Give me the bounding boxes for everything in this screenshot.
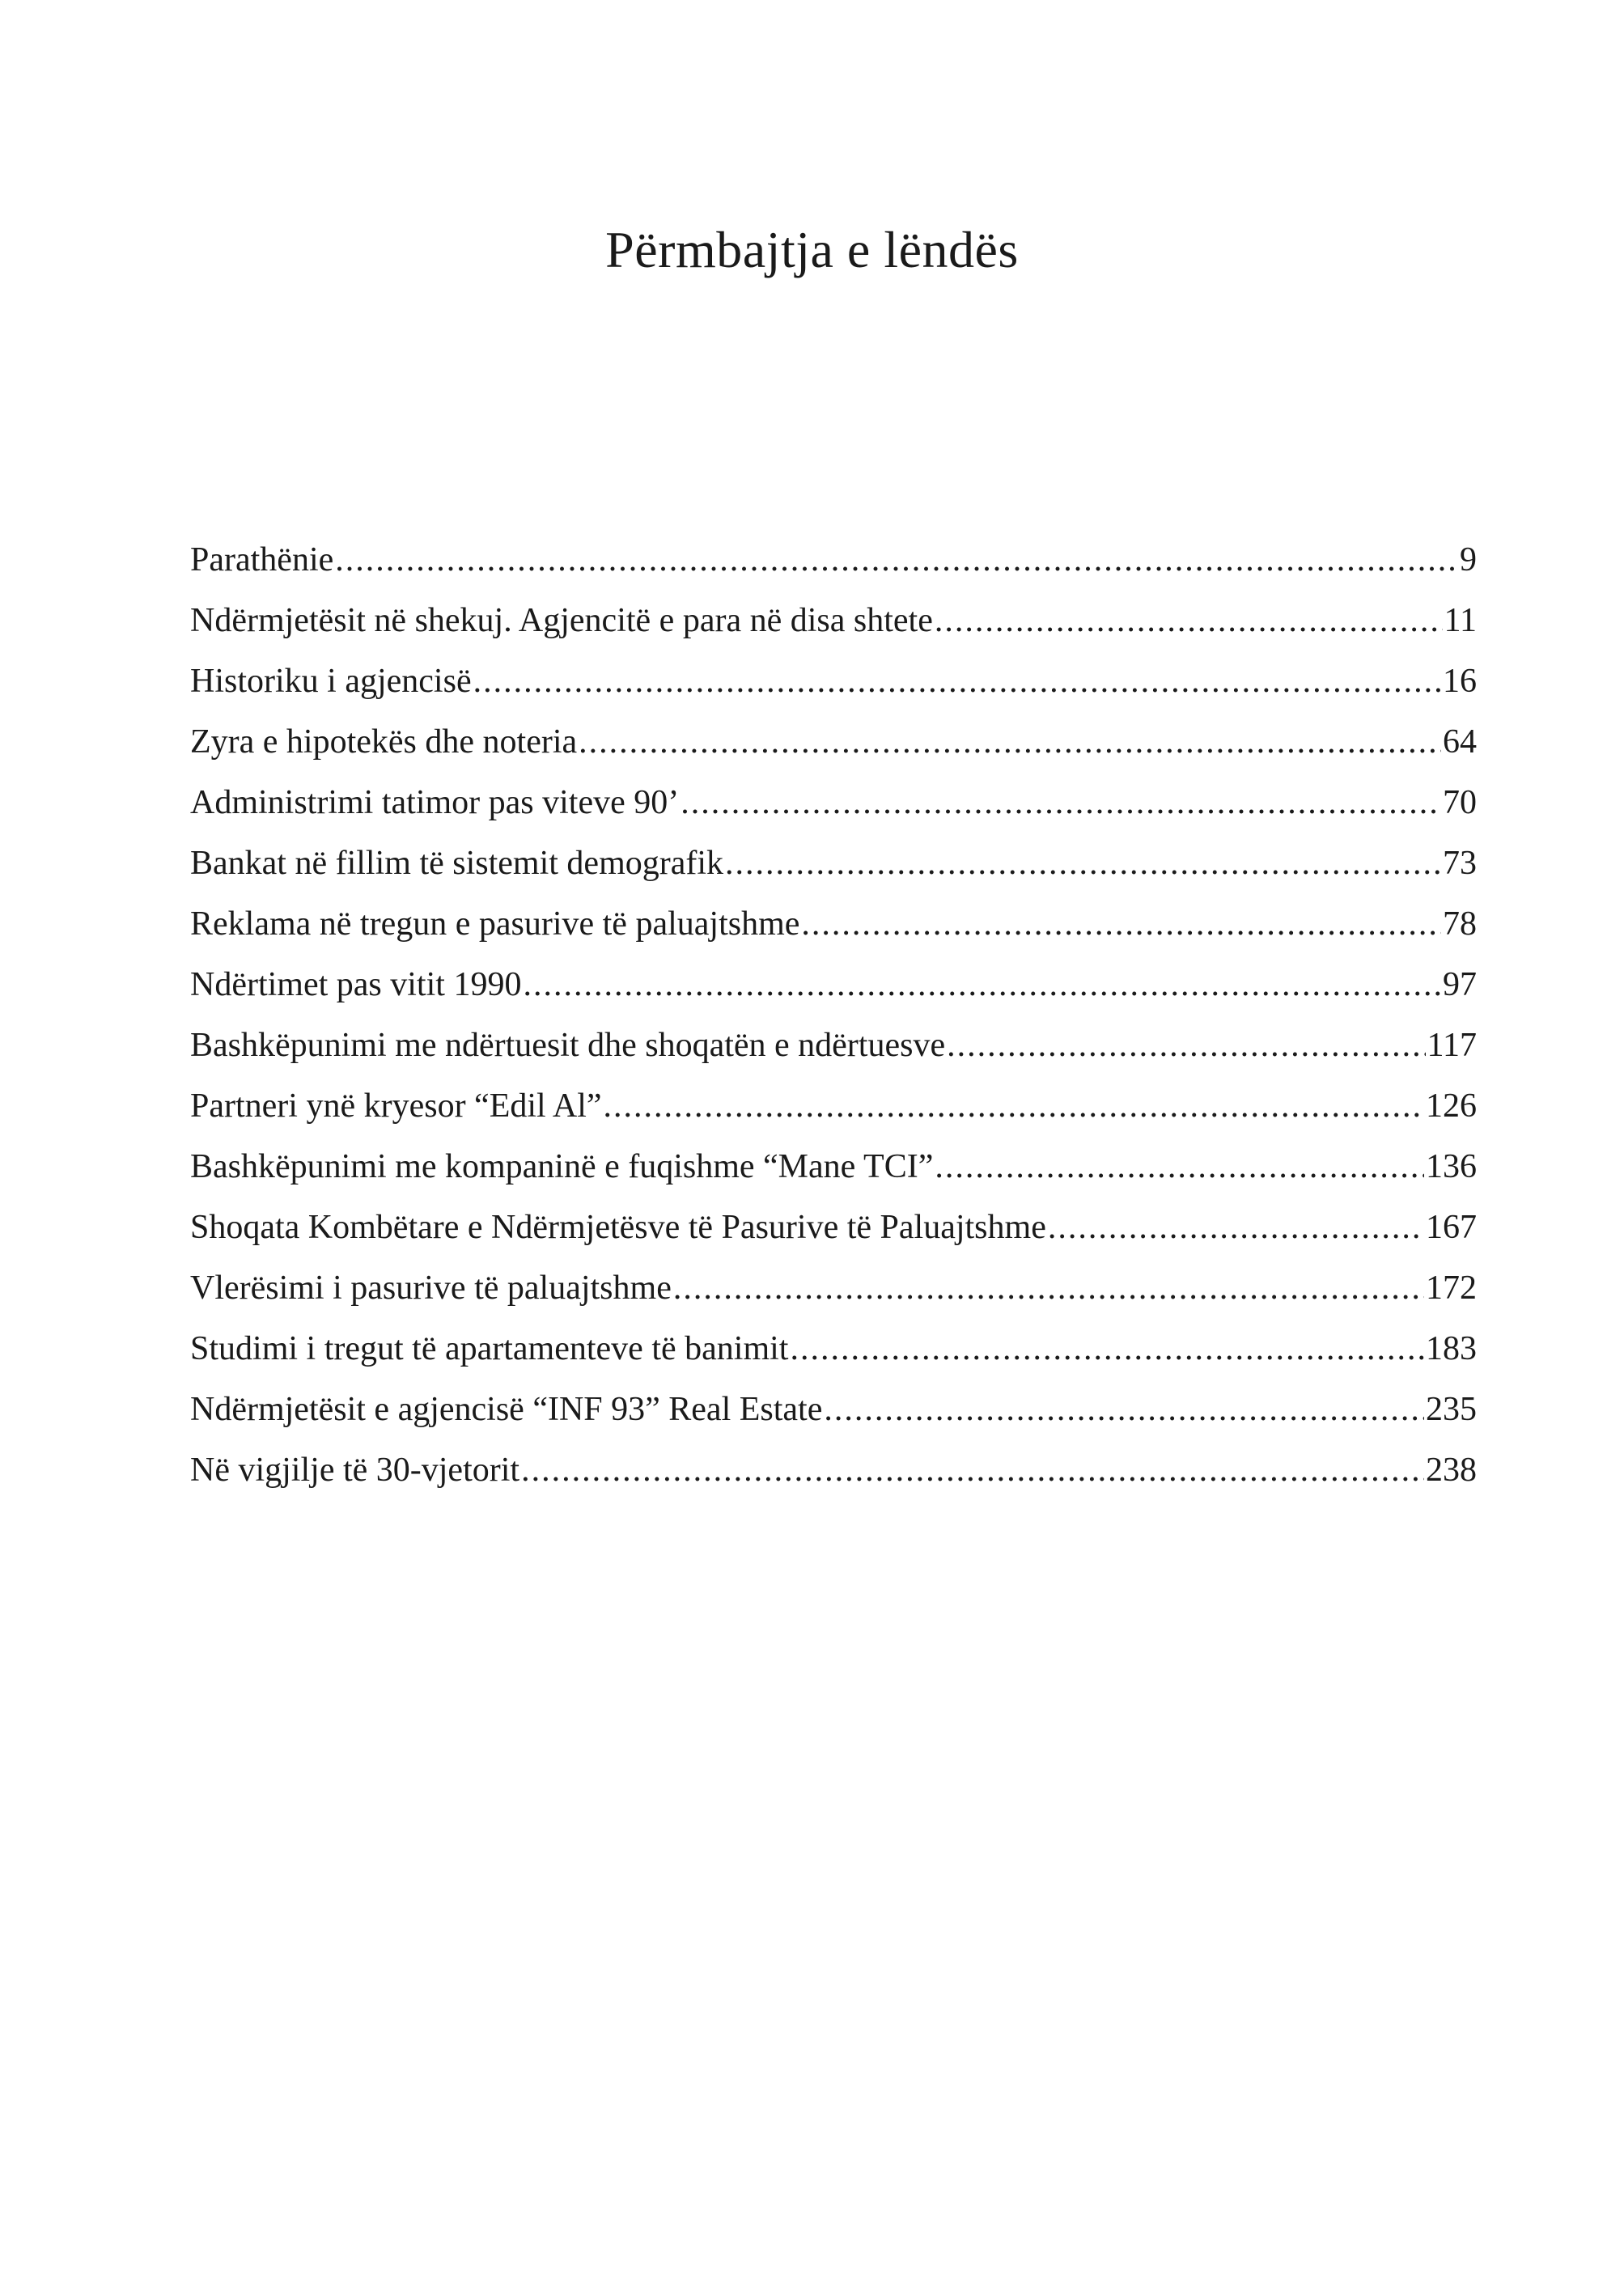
toc-dot-leader <box>681 773 1441 833</box>
toc-entry-title: Historiku i agjencisë <box>190 663 472 700</box>
toc-dot-leader <box>521 1440 1424 1501</box>
toc-dot-leader <box>579 712 1441 773</box>
toc-entry-title: Bankat në fillim të sistemit demografik <box>190 845 724 882</box>
toc-entry-title: Ndërmjetësit e agjencisë “INF 93” Real Estate <box>190 1391 823 1428</box>
toc-entry-title: Në vigjilje të 30-vjetorit <box>190 1452 520 1489</box>
page-title: Përmbajtja e lëndës <box>605 221 1019 278</box>
toc-entry <box>190 1076 1477 1137</box>
toc-entry-page: 73 <box>1443 845 1477 882</box>
toc-entry-title: Ndërtimet pas vitit 1990 <box>190 966 522 1003</box>
toc-entry <box>190 1015 1477 1076</box>
toc-dot-leader <box>604 1076 1424 1137</box>
toc-entry-page: 9 <box>1460 541 1477 579</box>
toc-entry-page: 117 <box>1427 1027 1477 1064</box>
toc-dot-leader <box>790 1319 1424 1380</box>
toc-entry-title: Partneri ynë kryesor “Edil Al” <box>190 1087 602 1125</box>
toc-entry <box>190 1197 1477 1258</box>
toc-dot-leader <box>725 833 1441 894</box>
toc-entry-title: Ndërmjetësit në shekuj. Agjencitë e para në disa shtete <box>190 602 933 639</box>
toc-entry-page: 183 <box>1426 1330 1477 1367</box>
toc-entry-title: Administrimi tatimor pas viteve 90’ <box>190 784 680 821</box>
toc-entry <box>190 591 1477 651</box>
toc-entry <box>190 530 1477 591</box>
toc-dot-leader <box>1048 1197 1424 1258</box>
toc-entry <box>190 1137 1477 1197</box>
toc-dot-leader <box>523 955 1441 1015</box>
toc-entry-page: 136 <box>1426 1148 1477 1185</box>
toc-entry <box>190 1258 1477 1319</box>
toc-entry-title: Vlerësimi i pasurive të paluajtshme <box>190 1269 672 1307</box>
toc-entry-title: Bashkëpunimi me kompaninë e fuqishme “Mane TCI” <box>190 1148 934 1185</box>
toc-entry-page: 64 <box>1443 723 1477 761</box>
toc-entry-page: 238 <box>1426 1452 1477 1489</box>
toc-dot-leader <box>947 1015 1425 1076</box>
toc-entry-title: Shoqata Kombëtare e Ndërmjetësve të Pasurive të Paluajtshme <box>190 1209 1046 1246</box>
toc-entry-page: 235 <box>1426 1391 1477 1428</box>
toc-entry-page: 126 <box>1426 1087 1477 1125</box>
toc-entry-page: 167 <box>1426 1209 1477 1246</box>
toc-entry <box>190 773 1477 833</box>
toc-entry <box>190 833 1477 894</box>
toc-entry-title: Parathënie <box>190 541 334 579</box>
toc-entry-title: Bashkëpunimi me ndërtuesit dhe shoqatën e ndërtuesve <box>190 1027 946 1064</box>
toc-dot-leader <box>824 1380 1424 1440</box>
toc-entry <box>190 712 1477 773</box>
toc-entry-page: 70 <box>1443 784 1477 821</box>
toc-entry-page: 11 <box>1444 602 1477 639</box>
toc-entry-title: Studimi i tregut të apartamenteve të banimit <box>190 1330 789 1367</box>
toc-entry <box>190 1440 1477 1501</box>
table-of-contents <box>190 530 1477 1501</box>
toc-dot-leader <box>335 530 1458 591</box>
toc-dot-leader <box>673 1258 1424 1319</box>
toc-entry-title: Reklama në tregun e pasurive të paluajtshme <box>190 905 800 943</box>
toc-entry <box>190 1380 1477 1440</box>
toc-dot-leader <box>935 591 1443 651</box>
toc-dot-leader <box>473 651 1441 712</box>
toc-entry-page: 172 <box>1426 1269 1477 1307</box>
toc-entry-page: 16 <box>1443 663 1477 700</box>
toc-entry-title: Zyra e hipotekës dhe noteria <box>190 723 578 761</box>
toc-entry-page: 78 <box>1443 905 1477 943</box>
toc-entry <box>190 894 1477 955</box>
toc-entry <box>190 955 1477 1015</box>
toc-entry <box>190 1319 1477 1380</box>
toc-entry-page: 97 <box>1443 966 1477 1003</box>
toc-dot-leader <box>801 894 1441 955</box>
toc-dot-leader <box>935 1137 1424 1197</box>
toc-entry <box>190 651 1477 712</box>
